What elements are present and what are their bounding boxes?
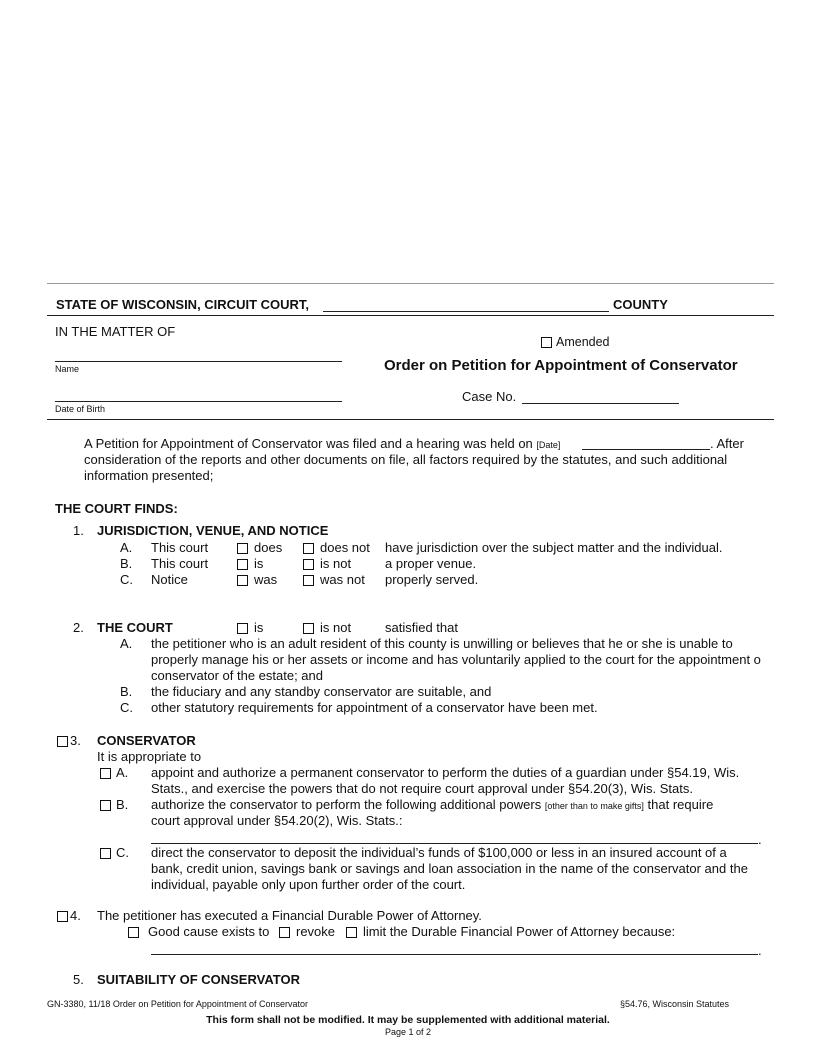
s1-row-a-opt1-label: does	[254, 540, 283, 555]
s2-b-letter: B.	[120, 684, 133, 699]
hearing-date-field[interactable]	[582, 449, 710, 450]
s3-c-checkbox[interactable]	[100, 848, 111, 859]
s4-field-period: .	[758, 943, 762, 958]
s3-b-line1-b: that require	[647, 797, 714, 812]
s1-row-c-opt2-label: was not	[320, 572, 365, 587]
s1-row-b-opt2-checkbox[interactable]	[303, 559, 314, 570]
hearing-date-label: [Date]	[536, 440, 561, 450]
s1-row-a-opt2-label: does not	[320, 540, 370, 555]
s3-b-checkbox[interactable]	[100, 800, 111, 811]
s1-row-a-opt2-checkbox[interactable]	[303, 543, 314, 554]
s1-row-a-letter: A.	[120, 540, 133, 555]
intro-text-b: . After	[710, 436, 744, 451]
s1-row-b-letter: B.	[120, 556, 133, 571]
s2-a-line3: conservator of the estate; and	[151, 668, 323, 683]
s2-is-not-checkbox[interactable]	[303, 623, 314, 634]
dob-field[interactable]	[55, 401, 342, 402]
s1-row-c-opt2-checkbox[interactable]	[303, 575, 314, 586]
name-field[interactable]	[55, 361, 342, 362]
section4-checkbox[interactable]	[57, 911, 68, 922]
header-bottom-rule	[47, 419, 774, 420]
section2-title: THE COURT	[97, 620, 173, 635]
s3-c-letter: C.	[116, 845, 129, 860]
s4-limit-label: limit the Durable Financial Power of Attorney because:	[363, 924, 676, 939]
court-finds-heading: THE COURT FINDS:	[55, 501, 178, 516]
s1-row-c-opt1-checkbox[interactable]	[237, 575, 248, 586]
s1-row-b-opt2-label: is not	[320, 556, 352, 571]
section1-number: 1.	[73, 523, 84, 538]
s3-c-line3: individual, payable only upon further order of the court.	[151, 877, 466, 892]
form-title: Order on Petition for Appointment of Conservator	[384, 357, 738, 374]
s1-row-c-text: properly served.	[385, 572, 479, 587]
case-no-field[interactable]	[522, 403, 679, 404]
section1-title: JURISDICTION, VENUE, AND NOTICE	[97, 523, 329, 538]
s3-a-checkbox[interactable]	[100, 768, 111, 779]
s3-b-line1-a: authorize the conservator to perform the following additional powers	[151, 797, 542, 812]
s4-revoke-label: revoke	[296, 924, 336, 939]
county-label: COUNTY	[613, 297, 668, 312]
footer-statute: §54.76, Wisconsin Statutes	[620, 999, 730, 1009]
s1-row-b-subject: This court	[151, 556, 209, 571]
s1-row-a-opt1-checkbox[interactable]	[237, 543, 248, 554]
s2-c-letter: C.	[120, 700, 133, 715]
name-label: Name	[55, 364, 80, 374]
s4-good-cause-label: Good cause exists to	[148, 924, 270, 939]
s3-b-inline-note: [other than to make gifts]	[544, 801, 644, 811]
top-rule	[47, 283, 774, 284]
s1-row-a-subject: This court	[151, 540, 209, 555]
s3-b-field-period: .	[758, 832, 762, 847]
header-rule	[47, 315, 774, 316]
s1-row-c-subject: Notice	[151, 572, 188, 587]
dob-label: Date of Birth	[55, 404, 106, 414]
section3-intro: It is appropriate to	[97, 749, 202, 764]
section2-number: 2.	[73, 620, 84, 635]
s3-a-line2: Stats., and exercise the powers that do not require court approval under §54.20(3), Wis. Stats.	[151, 781, 693, 796]
s1-row-b-opt1-checkbox[interactable]	[237, 559, 248, 570]
s2-is-not-label: is not	[320, 620, 352, 635]
s2-a-letter: A.	[120, 636, 133, 651]
intro-line-1	[84, 436, 560, 453]
s1-row-b-text: a proper venue.	[385, 556, 477, 571]
intro-line-3: information presented;	[84, 468, 214, 483]
s3-b-line2: court approval under §54.20(2), Wis. Stats.:	[151, 813, 403, 828]
intro-line-2: consideration of the reports and other documents on file, all factors required by the statutes, and such additional	[84, 452, 728, 467]
s1-row-c-letter: C.	[120, 572, 133, 587]
s2-is-label: is	[254, 620, 264, 635]
s2-b-text: the fiduciary and any standby conservator are suitable, and	[151, 684, 492, 699]
footer-page: Page 1 of 2	[384, 1027, 432, 1037]
section3-number: 3.	[70, 733, 81, 748]
footer-notice: This form shall not be modified. It may be supplemented with additional material.	[206, 1014, 610, 1026]
s4-limit-checkbox[interactable]	[346, 927, 357, 938]
section4-number: 4.	[70, 908, 81, 923]
matter-of-label: IN THE MATTER OF	[55, 324, 176, 339]
amended-label: Amended	[556, 335, 610, 349]
s3-c-line1: direct the conservator to deposit the individual’s funds of $100,000 or less in an insured account of a	[151, 845, 727, 860]
s3-a-letter: A.	[116, 765, 129, 780]
s1-row-c-opt1-label: was	[254, 572, 278, 587]
s2-is-checkbox[interactable]	[237, 623, 248, 634]
s3-b-letter: B.	[116, 797, 129, 812]
section4-text: The petitioner has executed a Financial Durable Power of Attorney.	[97, 908, 482, 923]
case-no-label: Case No.	[462, 389, 517, 404]
s4-reason-field[interactable]	[151, 954, 758, 955]
s3-a-line1: appoint and authorize a permanent conservator to perform the duties of a guardian under §54.19, Wis.	[151, 765, 740, 780]
county-name-field[interactable]	[323, 311, 609, 312]
s4-good-cause-checkbox[interactable]	[128, 927, 139, 938]
section5-number: 5.	[73, 972, 84, 987]
s1-row-b-opt1-label: is	[254, 556, 264, 571]
s1-row-a-text: have jurisdiction over the subject matter and the individual.	[385, 540, 723, 555]
section3-checkbox[interactable]	[57, 736, 68, 747]
state-court-label: STATE OF WISCONSIN, CIRCUIT COURT,	[56, 297, 310, 312]
s4-revoke-checkbox[interactable]	[279, 927, 290, 938]
s3-b-powers-field[interactable]	[151, 843, 758, 844]
section5-title: SUITABILITY OF CONSERVATOR	[97, 972, 300, 987]
s2-c-text: other statutory requirements for appointment of a conservator have been met.	[151, 700, 598, 715]
s2-a-line1: the petitioner who is an adult resident of this county is unwilling or believes that he or she is unable to	[151, 636, 733, 651]
s3-b-line1	[151, 797, 713, 814]
s2-suffix: satisfied that	[385, 620, 458, 635]
section3-title: CONSERVATOR	[97, 733, 196, 748]
s3-c-line2: bank, credit union, savings bank or savings and loan association in the name of the conservator and the	[151, 861, 748, 876]
s2-a-line2: properly manage his or her assets or income and has voluntarily applied to the court for the appointment o	[151, 652, 761, 667]
amended-checkbox[interactable]	[541, 337, 552, 348]
footer-form-id: GN-3380, 11/18 Order on Petition for Appointment of Conservator	[47, 999, 308, 1009]
intro-text-a: A Petition for Appointment of Conservator was filed and a hearing was held on	[84, 436, 533, 451]
